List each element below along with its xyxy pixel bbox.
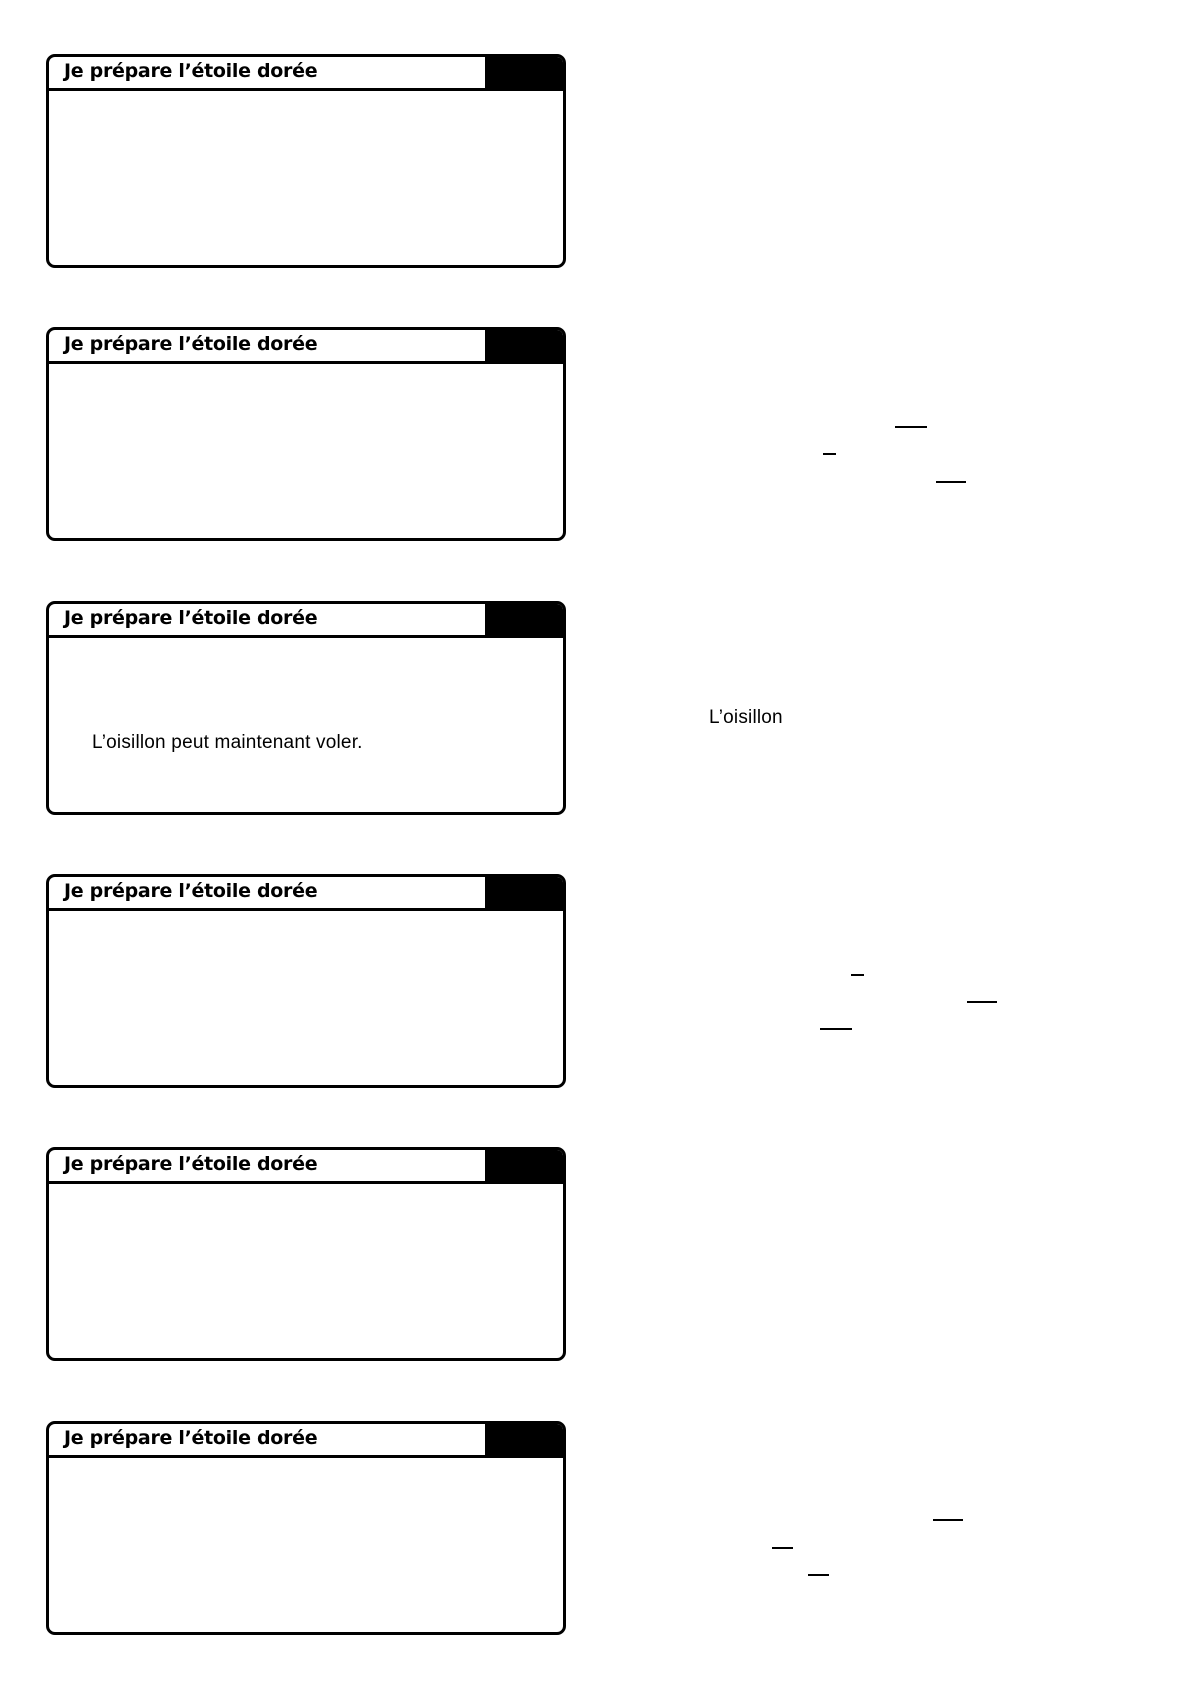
card-header — [49, 604, 563, 638]
exercise-card-2 — [46, 327, 566, 541]
card-header — [49, 1150, 563, 1184]
dash-mark — [967, 1001, 997, 1003]
dash-mark — [933, 1519, 963, 1521]
card-title: Je prépare l’étoile dorée — [64, 60, 318, 82]
card-header-tab — [485, 57, 563, 91]
dash-mark — [895, 426, 927, 428]
exercise-card-5 — [46, 1147, 566, 1361]
dash-mark — [851, 974, 864, 976]
exercise-card-6 — [46, 1421, 566, 1635]
exercise-card-1 — [46, 54, 566, 268]
card-sentence: L’oisillon peut maintenant voler. — [92, 732, 363, 753]
card-header-tab — [485, 1424, 563, 1458]
card-title: Je prépare l’étoile dorée — [64, 333, 318, 355]
card-header-tab — [485, 1150, 563, 1184]
dash-mark — [772, 1547, 793, 1549]
exercise-card-3 — [46, 601, 566, 815]
card-title: Je prépare l’étoile dorée — [64, 1153, 318, 1175]
card-header — [49, 330, 563, 364]
side-word: L’oisillon — [709, 707, 783, 728]
dash-mark — [820, 1028, 852, 1030]
dash-mark — [808, 1574, 829, 1576]
exercise-card-4 — [46, 874, 566, 1088]
card-header-tab — [485, 330, 563, 364]
card-title: Je prépare l’étoile dorée — [64, 880, 318, 902]
card-title: Je prépare l’étoile dorée — [64, 607, 318, 629]
card-header — [49, 1424, 563, 1458]
card-title: Je prépare l’étoile dorée — [64, 1427, 318, 1449]
card-header-tab — [485, 604, 563, 638]
dash-mark — [936, 481, 966, 483]
card-header — [49, 877, 563, 911]
card-header — [49, 57, 563, 91]
card-header-tab — [485, 877, 563, 911]
dash-mark — [823, 453, 836, 455]
